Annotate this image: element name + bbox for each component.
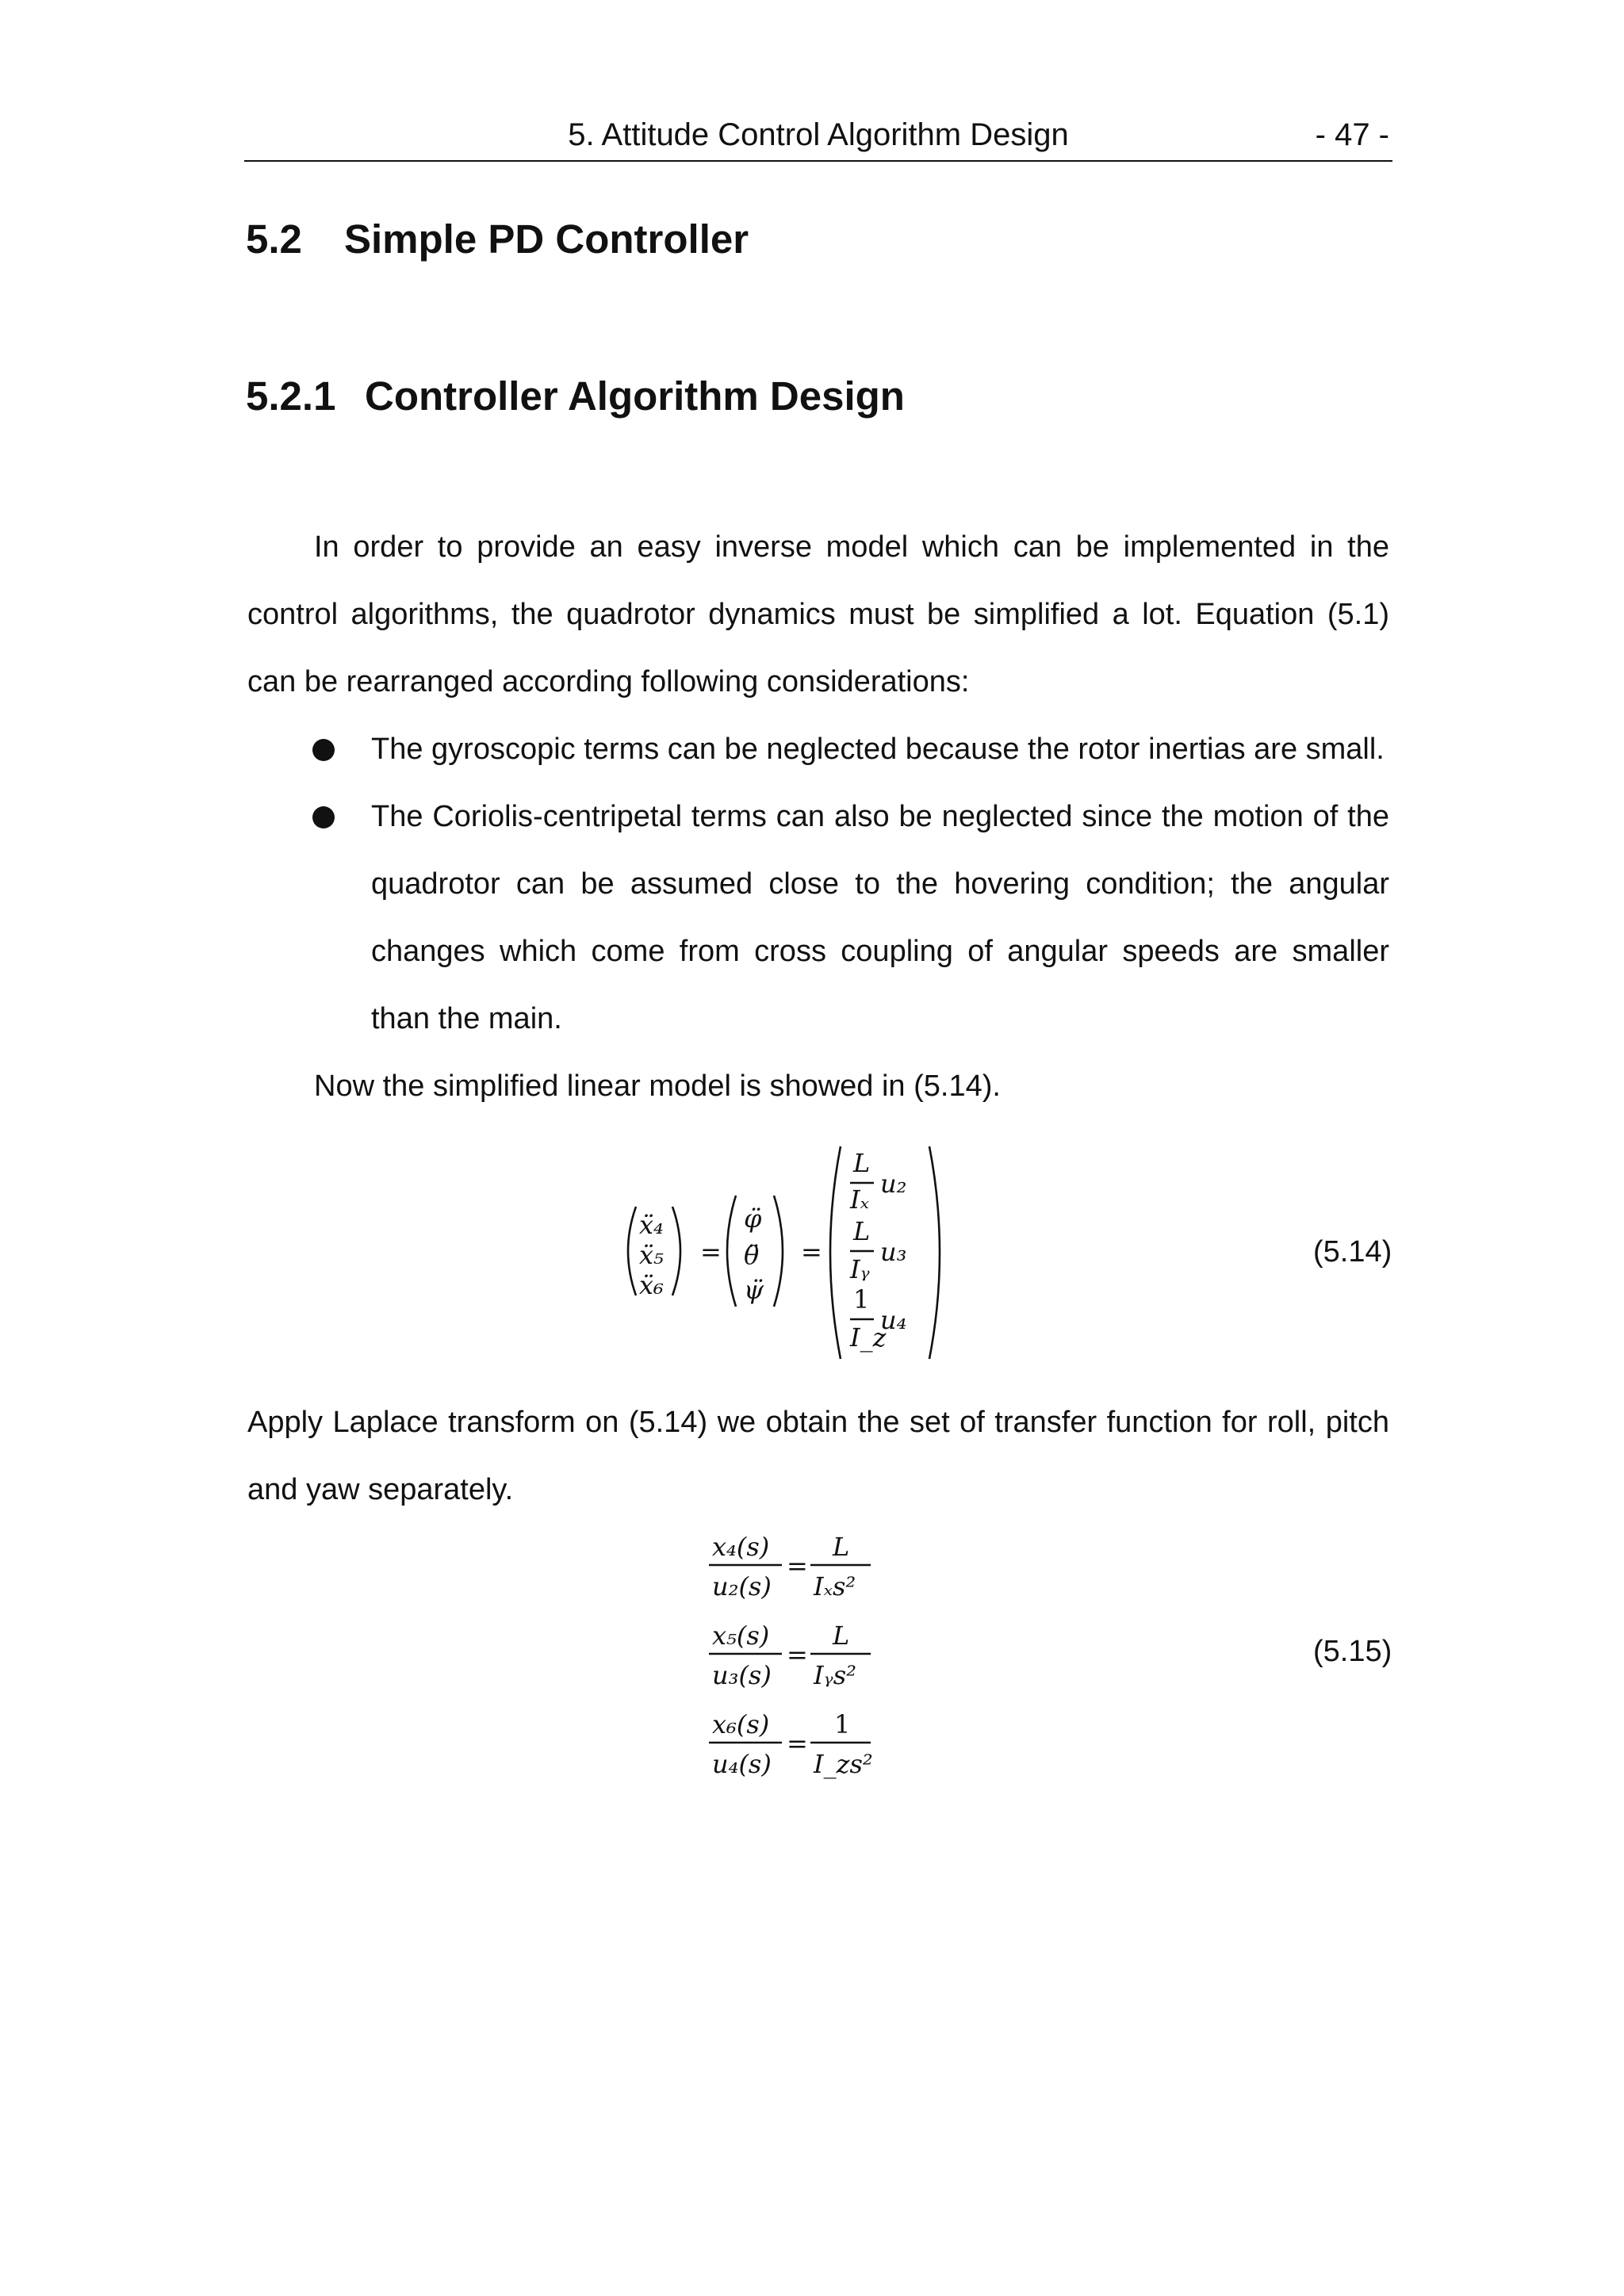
input-term: u₂ <box>880 1169 907 1199</box>
transfer-numerator: L <box>833 1621 850 1651</box>
fraction-numerator: L <box>853 1148 871 1178</box>
bullet-icon <box>312 739 335 761</box>
bullet-icon <box>312 806 335 828</box>
mid-entry: φ̈ <box>744 1203 762 1234</box>
input-term: u₄ <box>880 1305 907 1335</box>
transfer-numerator: 1 <box>834 1709 851 1739</box>
fraction-numerator: 1 <box>853 1284 870 1314</box>
transfer-denominator: u₃(s) <box>712 1660 772 1690</box>
transfer-denominator: I_zs² <box>814 1749 873 1779</box>
transfer-denominator: Iᵧs² <box>814 1660 856 1690</box>
body-paragraph: Apply Laplace transform on (5.14) we obtain the set of transfer function for roll, pitch and yaw separately. <box>247 1406 1389 1506</box>
considerations-list <box>247 716 1389 1053</box>
transfer-numerator: x₄(s) <box>712 1532 770 1562</box>
lhs-entry: ẍ₆ <box>639 1270 664 1300</box>
running-header <box>244 113 1392 162</box>
equals-sign: = <box>787 1551 808 1581</box>
equation-5-14 <box>619 1142 952 1364</box>
section-number: 5.2 <box>246 216 302 262</box>
header-title: 5. Attitude Control Algorithm Design <box>568 117 1069 152</box>
transfer-denominator: Iₓs² <box>814 1571 856 1601</box>
equals-sign: = <box>787 1640 808 1670</box>
page-number: - 47 - <box>1315 117 1389 152</box>
equals-sign: = <box>700 1237 722 1267</box>
transfer-numerator: L <box>833 1532 850 1562</box>
transfer-denominator: u₄(s) <box>712 1749 772 1779</box>
list-item-text: The gyroscopic terms can be neglected because the rotor inertias are small. <box>371 733 1385 766</box>
list-item <box>247 716 1389 783</box>
mid-entry: ψ̈ <box>744 1275 764 1305</box>
subsection-number: 5.2.1 <box>246 373 336 419</box>
equation-5-15 <box>698 1522 904 1792</box>
transfer-numerator: x₆(s) <box>712 1709 770 1739</box>
equals-sign: = <box>787 1728 808 1758</box>
list-item <box>247 783 1389 1053</box>
body-paragraph: In order to provide an easy inverse model which can be implemented in the control algorithms, the quadrotor dynamics must be simplified a lot. Equation (5.1) can be rearranged according following considerations: <box>247 530 1389 698</box>
lhs-entry: ẍ₄ <box>639 1210 664 1240</box>
fraction-denominator: Iₓ <box>850 1184 869 1215</box>
input-term: u₃ <box>880 1237 907 1267</box>
fraction-numerator: L <box>853 1216 871 1246</box>
fraction-denominator: Iᵧ <box>850 1254 870 1284</box>
lhs-entry: ẍ₅ <box>639 1240 664 1270</box>
list-item-text: The Coriolis-centripetal terms can also be neglected since the motion of the quadrotor can be assumed close to the hovering condition; the angular changes which come from cross coupling of angular speeds are smaller than the main. <box>371 800 1389 1035</box>
transfer-numerator: x₅(s) <box>712 1621 770 1651</box>
section-title: Simple PD Controller <box>344 216 749 262</box>
equation-intro: Now the simplified linear model is showed in (5.14). <box>314 1070 1001 1103</box>
fraction-denominator: I_z <box>850 1322 887 1353</box>
equals-sign: = <box>801 1237 822 1267</box>
section-heading <box>246 216 749 262</box>
transfer-denominator: u₂(s) <box>712 1571 772 1601</box>
equation-number: (5.14) <box>1313 1235 1392 1269</box>
subsection-title: Controller Algorithm Design <box>365 373 905 419</box>
mid-entry: θ̈ <box>744 1240 760 1270</box>
equation-number: (5.15) <box>1313 1635 1392 1668</box>
subsection-heading <box>246 373 905 419</box>
